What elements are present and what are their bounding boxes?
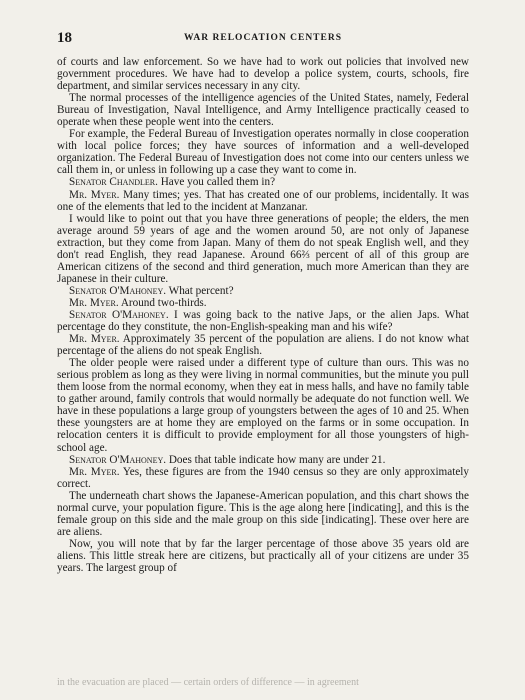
paragraph-text: The normal processes of the intelligence agencies of the United States, namely, Federal Bureau of Investigation, Naval Intelligence, and Army Intelligence practically ceased to operate when these people went into the centers. bbox=[57, 92, 469, 129]
paragraph-text: Many times; yes. That has created one of our problems, incidentally. It was one of the elements that led to the incident at Manzanar. bbox=[57, 188, 470, 213]
paragraph-text: Does that table indicate how many are under 21. bbox=[168, 453, 386, 466]
paragraph bbox=[57, 309, 469, 333]
speaker-name: Mr. Myer. bbox=[69, 465, 120, 478]
paragraph-text: The underneath chart shows the Japanese-American population, and this chart shows the normal curve, your population figure. This is the age along here [indicating], and this is the female group on this side and the male group on this side [indicating]. These over here are are aliens. bbox=[57, 489, 469, 538]
paragraph bbox=[57, 454, 469, 466]
paragraph bbox=[57, 128, 469, 176]
paragraph bbox=[57, 213, 469, 285]
speaker-name: Mr. Myer. bbox=[69, 333, 120, 346]
paragraph-text: Yes, these figures are from the 1940 census so they are only approximately correct. bbox=[57, 465, 469, 490]
paragraph-text: I was going back to the native Japs, or the alien Japs. What percentage do they constitute, the non-English-speaking man and his wife? bbox=[57, 308, 470, 334]
paragraph bbox=[57, 189, 469, 213]
paragraph bbox=[57, 538, 469, 574]
paragraph bbox=[57, 490, 469, 538]
speaker-name: Mr. Myer. bbox=[69, 188, 120, 201]
paragraph bbox=[57, 466, 469, 490]
paragraph-text: The older people were raised under a different type of culture than ours. This was no serious problem as long as they were living in normal communities, but the minute you pull them loose from the normal economy, when they eat in mess halls, and have no family table to gather around, family controls that would normally be adequate do not function well. We have in these populations a large group of youngsters between the ages of 10 and 25. When these youngsters are at home they are employed on the farms or in some occupation. In relocation centers it is difficult to provide employment for all those youngsters of high-school age. bbox=[57, 357, 469, 454]
paragraph bbox=[57, 333, 469, 357]
page-header bbox=[57, 30, 469, 50]
paragraph-text: Around two-thirds. bbox=[120, 296, 207, 309]
paragraph-text: of courts and law enforcement. So we have had to work out policies that involved new government procedures. We have had to develop a police system, courts, schools, fire department, and similar services necessary in any city. bbox=[57, 56, 469, 93]
running-head: WAR RELOCATION CENTERS bbox=[183, 33, 342, 43]
paragraph-text: What percent? bbox=[168, 284, 234, 297]
paragraph-text: Approximately 35 percent of the population are aliens. I do not know what percentage of the aliens do not speak English. bbox=[57, 333, 469, 358]
paragraph bbox=[57, 285, 469, 297]
page-number: 18 bbox=[57, 30, 72, 46]
paragraph-text: Now, you will note that by far the larger percentage of those above 35 years old are aliens. This little streak here are citizens, but practically all of your citizens are under 35 years. The largest group of bbox=[57, 537, 469, 574]
body-text bbox=[57, 56, 469, 574]
paragraph bbox=[57, 176, 469, 188]
paragraph bbox=[57, 357, 469, 453]
paragraph bbox=[57, 56, 469, 92]
paragraph bbox=[57, 297, 469, 309]
speaker-name: Senator O'Mahoney. bbox=[69, 308, 169, 321]
paragraph bbox=[57, 92, 469, 128]
paragraph-text: I would like to point out that you have three generations of people; the elders, the men average around 59 years of age and the women around 50, are not only of Japanese extraction, but they come from Japan. Many of them do not speak English well, and they don't read English, they read Japanese. Around 66⅔ percent of all of this group are American citizens of the second and third generation, much more American than they are Japanese in their culture. bbox=[57, 212, 469, 285]
speaker-name: Mr. Myer. bbox=[69, 296, 119, 309]
speaker-name: Senator O'Mahoney. bbox=[69, 453, 167, 466]
speaker-name: Senator O'Mahoney. bbox=[69, 284, 167, 297]
speaker-name: Senator Chandler. bbox=[69, 176, 158, 189]
bleed-through-text: in the evacuation are placed — certain orders of difference — in agreement bbox=[57, 677, 359, 688]
paragraph-text: Have you called them in? bbox=[160, 176, 276, 189]
paragraph-text: For example, the Federal Bureau of Investigation operates normally in close cooperation with local police forces; they have sources of information and a well-developed organization. The Federal Bureau of Investigation does not come into our centers unless we call them in, or unless in following up a case they want to come in. bbox=[57, 128, 469, 177]
